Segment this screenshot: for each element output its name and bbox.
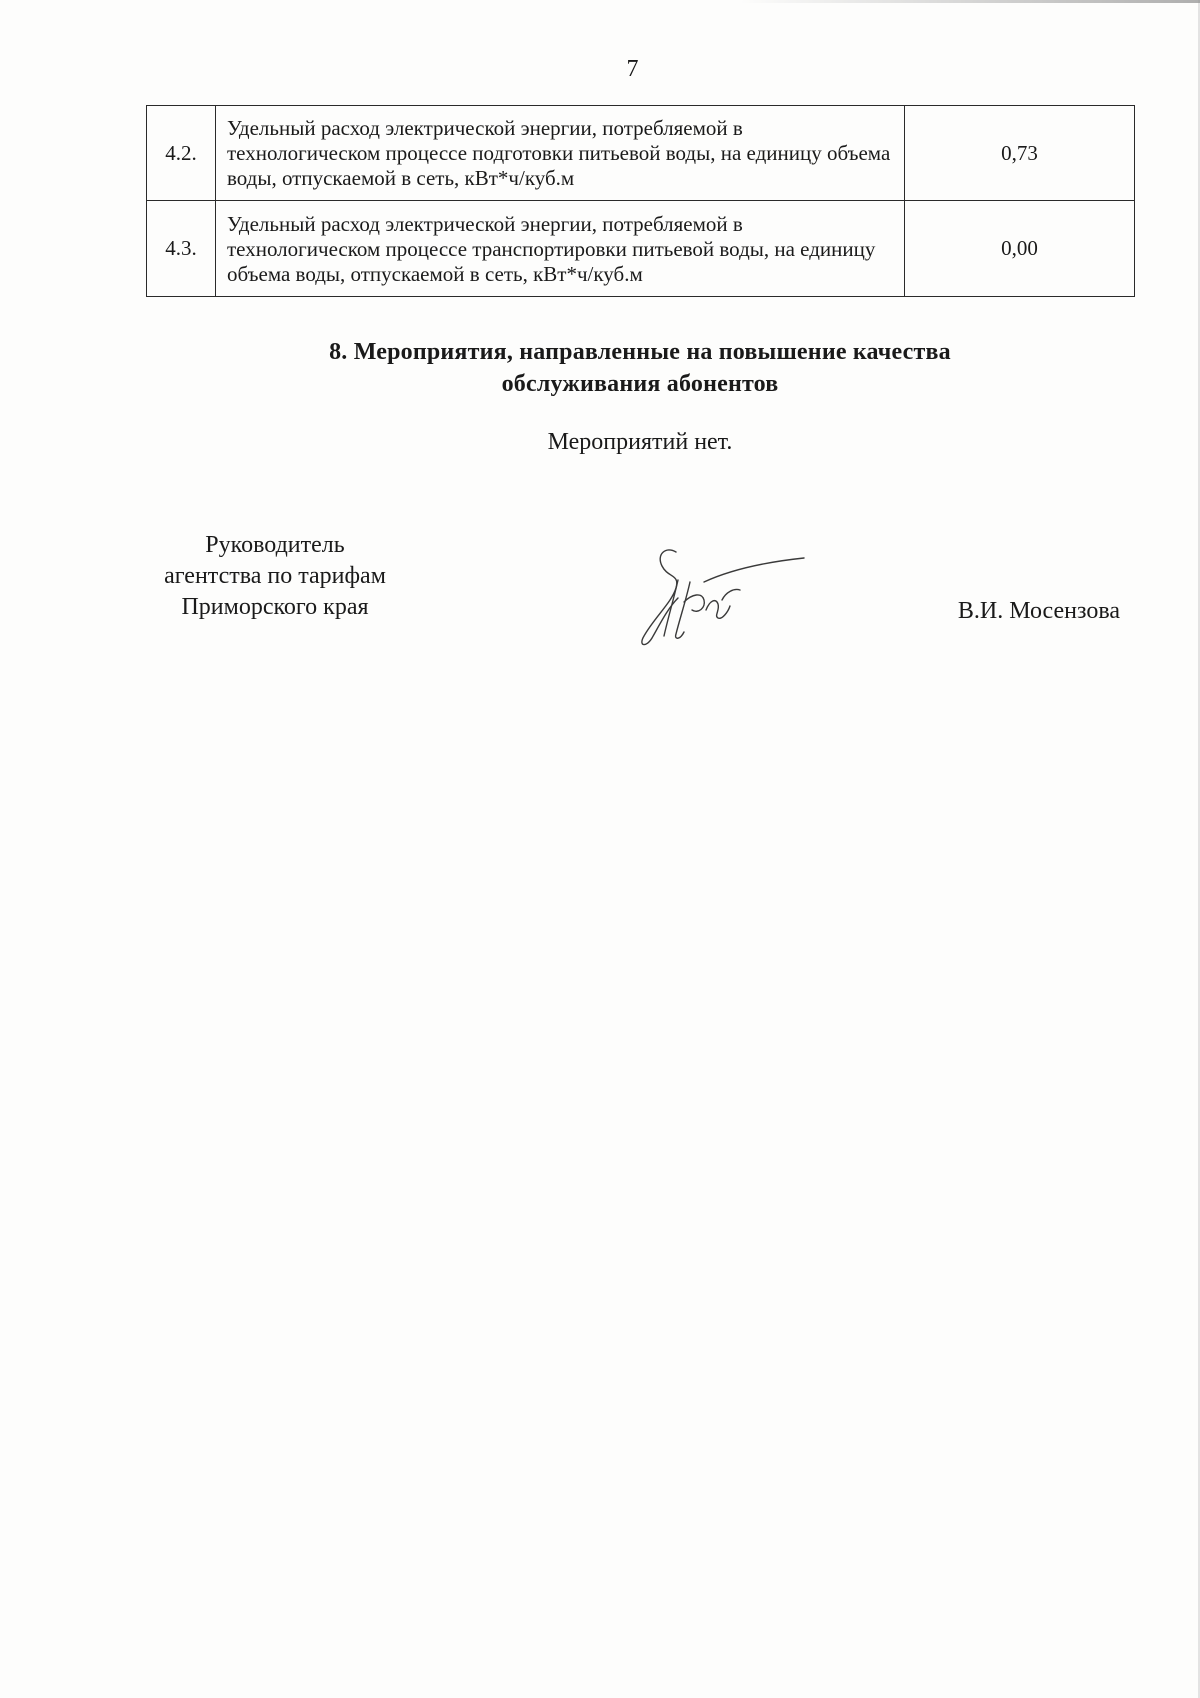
table-row bbox=[147, 106, 1135, 201]
page-number: 7 bbox=[626, 56, 639, 82]
position-line: Приморского края bbox=[181, 594, 369, 620]
row-description-cell: Удельный расход электрической энергии, потребляемой в технологическом процессе подготовки питьевой воды, на единицу объема воды, отпускаемой в сеть, кВт*ч/куб.м bbox=[216, 106, 905, 201]
section-heading-line: 8. Мероприятия, направленные на повышение качества bbox=[329, 339, 951, 365]
signatory-name: В.И. Мосензова bbox=[957, 598, 1120, 624]
section-heading bbox=[146, 336, 1134, 400]
row-number-cell: 4.2. bbox=[147, 106, 216, 201]
row-value-cell: 0,00 bbox=[905, 201, 1135, 297]
position-line: Руководитель bbox=[205, 532, 345, 558]
position-line: агентства по тарифам bbox=[164, 563, 386, 589]
table-row bbox=[147, 201, 1135, 297]
row-description-cell: Удельный расход электрической энергии, потребляемой в технологическом процессе транспортировки питьевой воды, на единицу объема воды, отпускаемой в сеть, кВт*ч/куб.м bbox=[216, 201, 905, 297]
row-value-cell: 0,73 bbox=[905, 106, 1135, 201]
handwritten-signature-icon bbox=[618, 540, 808, 650]
signatory-position bbox=[125, 530, 425, 623]
indicator-table bbox=[146, 105, 1135, 297]
section-body-text: Мероприятий нет. bbox=[547, 429, 733, 455]
scan-edge-top bbox=[740, 0, 1200, 3]
row-number-cell: 4.3. bbox=[147, 201, 216, 297]
section-heading-line: обслуживания абонентов bbox=[501, 371, 779, 397]
